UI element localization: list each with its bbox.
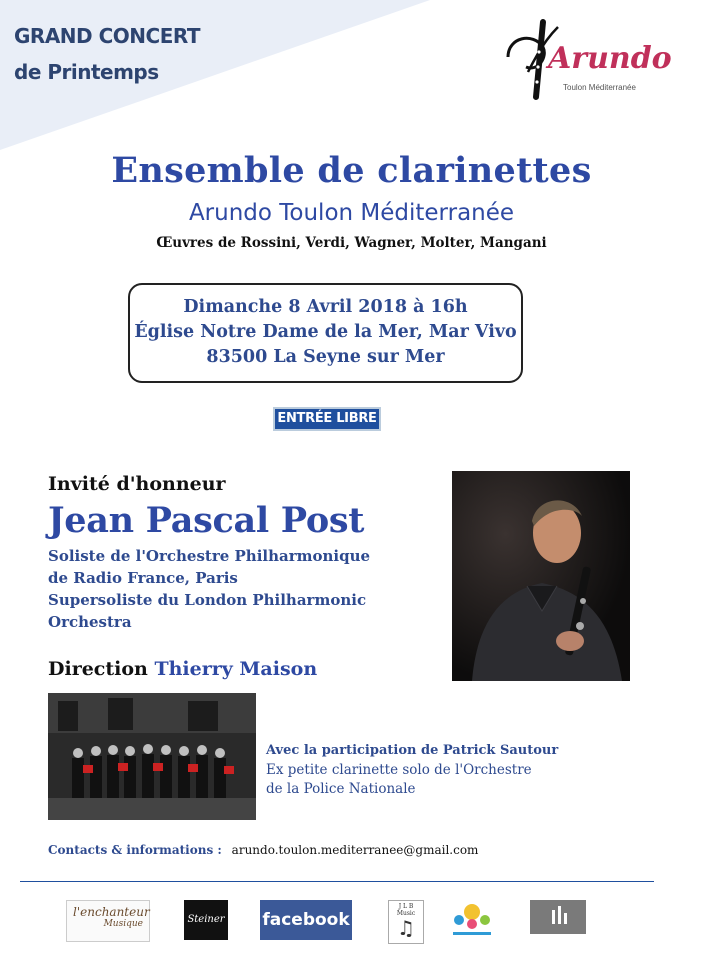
guest-description <box>48 545 428 633</box>
event-date: Dimanche 8 Avril 2018 à 16h <box>183 297 468 317</box>
footer-divider <box>20 881 654 882</box>
event-info-box <box>128 283 523 383</box>
participation-block <box>266 741 686 799</box>
participation-desc-2: de la Police Nationale <box>266 781 416 797</box>
guest-name: Jean Pascal Post <box>48 500 365 541</box>
free-entry-badge: ENTRÉE LIBRE <box>273 407 381 431</box>
enchanteur-text-2: Musique <box>103 919 143 929</box>
event-venue: Église Notre Dame de la Mer, Mar Vivo <box>134 322 517 342</box>
participation-title: Avec la participation de Patrick Sautour <box>266 743 559 758</box>
contacts-label: Contacts & informations : <box>48 843 222 857</box>
enchanteur-text-1: l'enchanteur <box>73 905 150 919</box>
treble-clef-icon: ♫ <box>397 916 415 940</box>
event-city: 83500 La Seyne sur Mer <box>206 347 445 367</box>
ensemble-photo <box>48 693 256 820</box>
logo-wordmark <box>548 41 672 76</box>
sponsor-enchanteur-logo <box>66 900 150 942</box>
ensemble-subtitle: Arundo Toulon Méditerranée <box>188 200 515 226</box>
guest-label: Invité d'honneur <box>48 473 226 495</box>
direction-label: Direction <box>48 658 148 680</box>
soloist-photo <box>452 471 630 681</box>
guest-desc-line: Soliste de l'Orchestre Philharmonique <box>48 547 371 565</box>
contact-email[interactable]: arundo.toulon.mediterranee@gmail.com <box>231 843 479 857</box>
director-name: Thierry Maison <box>154 658 318 680</box>
soloist-illustration <box>452 471 630 681</box>
sponsor-steiner-logo: Steiner <box>184 900 228 940</box>
ensemble-illustration <box>48 693 256 820</box>
concert-title-line1: GRAND CONCERT <box>14 24 200 48</box>
guest-desc-line: de Radio France, Paris <box>48 569 238 587</box>
sponsor-colorful-logo <box>447 900 497 940</box>
guest-desc-line: Orchestra <box>48 613 132 631</box>
concert-title-line2: de Printemps <box>14 60 159 84</box>
sponsor-facebook-logo[interactable]: facebook <box>260 900 352 940</box>
guest-desc-line: Supersoliste du London Philharmonic <box>48 591 367 609</box>
logo-wordmark-text: Arundo <box>548 41 672 76</box>
jlb-label: J L B Music <box>396 903 416 917</box>
logo-subtitle: Toulon Méditerranée <box>563 83 636 92</box>
sponsor-jlb-music-logo <box>388 900 424 944</box>
direction-line <box>48 658 317 680</box>
works-list: Œuvres de Rossini, Verdi, Wagner, Molter, Mangani <box>156 235 547 251</box>
participation-desc-1: Ex petite clarinette solo de l'Orchestre <box>266 762 532 778</box>
contacts-line <box>48 843 478 857</box>
sponsor-gray-logo <box>530 900 586 934</box>
page-title: Ensemble de clarinettes <box>111 150 592 191</box>
